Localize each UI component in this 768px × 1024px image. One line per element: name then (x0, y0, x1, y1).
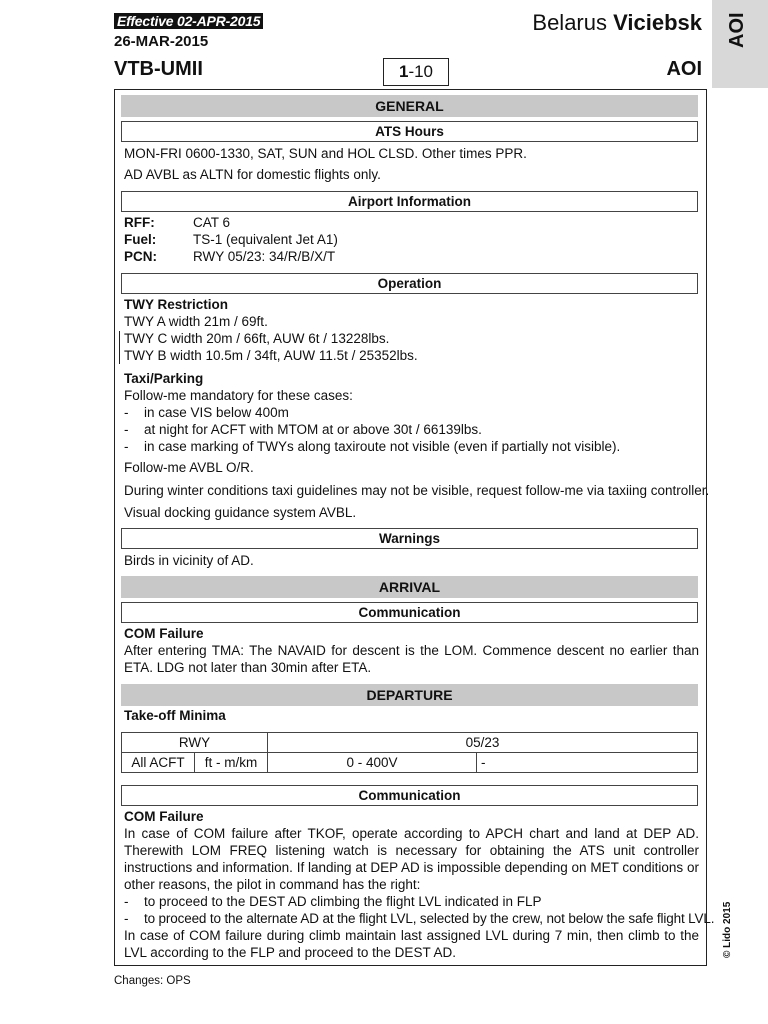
fuel-value: TS-1 (equivalent Jet A1) (193, 232, 338, 247)
copyright-notice: © Lido 2015 (722, 901, 733, 958)
ats-hours-line-1: MON-FRI 0600-1330, SAT, SUN and HOL CLSD. Other times PPR. (124, 146, 527, 161)
section-departure-header: DEPARTURE (121, 684, 698, 706)
departure-com-failure-text: In case of COM failure after TKOF, operate according to APCH chart and land at DEP AD. Therewith LOM FREQ listening watch is necessary for obtaining the ATS unit controller instructions and information. If landing at DEP AD is impossible depending on MET conditions or other reasons, the pilot in command has the right: (124, 826, 699, 892)
minima-other-cell: - (477, 753, 698, 773)
twy-restriction-line-2: TWY C width 20m / 66ft, AUW 6t / 13228lbs. (124, 331, 390, 346)
airport-info-header: Airport Information (121, 191, 698, 212)
bullet-dash: - (124, 894, 129, 909)
operation-header: Operation (121, 273, 698, 294)
section-tab-label: AOI (726, 12, 748, 48)
departure-com-failure-text-2: In case of COM failure during climb maintain last assigned LVL during 7 min, then climb to the LVL according to the FLP and proceed to the DEST AD. (124, 928, 699, 960)
warnings-line-1: Birds in vicinity of AD. (124, 553, 254, 568)
page-number (383, 58, 449, 86)
unit-cell: ft - m/km (195, 753, 268, 773)
pcn-value: RWY 05/23: 34/R/B/X/T (193, 249, 336, 264)
bullet-dash: - (124, 439, 129, 454)
arrival-communication-header: Communication (121, 602, 698, 623)
taxi-bullet-3: in case marking of TWYs along taxiroute not visible (even if partially not visible). (144, 439, 621, 454)
twy-restriction-title: TWY Restriction (124, 297, 229, 312)
page-number-main: 1 (398, 62, 409, 81)
section-general-header: GENERAL (121, 95, 698, 117)
fuel-row (115, 231, 692, 248)
table-row (122, 753, 698, 773)
taxi-parking-title: Taxi/Parking (124, 371, 204, 386)
taxi-parking-line-3: During winter conditions taxi guidelines may not be visible, request follow-me via taxiing controller. (124, 483, 710, 498)
pcn-row (115, 248, 692, 265)
section-label: AOI (666, 58, 702, 80)
airport-ident: VTB-UMII (114, 58, 203, 80)
changes-note: Changes: OPS (114, 975, 191, 987)
taxi-parking-line-2: Follow-me AVBL O/R. (124, 460, 254, 475)
taxi-parking-line-1: Follow-me mandatory for these cases: (124, 388, 353, 403)
rwy-label-cell: RWY (122, 733, 268, 753)
fuel-label: Fuel: (124, 232, 157, 247)
minima-cell: 0 - 400V (268, 753, 477, 773)
twy-restriction-line-3: TWY B width 10.5m / 34ft, AUW 11.5t / 25352lbs. (124, 348, 418, 363)
warnings-header: Warnings (121, 528, 698, 549)
rwy-value-cell: 05/23 (268, 733, 698, 753)
departure-bullet-2: to proceed to the alternate AD at the flight LVL, selected by the crew, not below the safe flight LVL. (144, 911, 715, 926)
ats-hours-header: ATS Hours (121, 121, 698, 142)
takeoff-minima-table (121, 732, 698, 773)
page-number-sub: -10 (408, 62, 434, 81)
rff-row (115, 214, 692, 231)
bullet-dash: - (124, 405, 129, 420)
content-frame (114, 89, 715, 966)
publication-date: 26-MAR-2015 (114, 33, 209, 50)
departure-bullet-1: to proceed to the DEST AD climbing the flight LVL indicated in FLP (144, 894, 542, 909)
bullet-dash: - (124, 422, 129, 437)
effective-date-banner: Effective 02-APR-2015 (114, 13, 263, 29)
twy-restriction-line-1: TWY A width 21m / 69ft. (124, 314, 268, 329)
airport-location (532, 10, 702, 36)
bullet-dash: - (124, 911, 129, 926)
arrival-com-failure-title: COM Failure (124, 626, 204, 641)
takeoff-minima-title: Take-off Minima (124, 708, 226, 723)
ats-hours-line-2: AD AVBL as ALTN for domestic flights only. (124, 167, 381, 182)
rff-label: RFF: (124, 215, 155, 230)
city-name: Viciebsk (613, 10, 702, 35)
section-tab (712, 0, 768, 88)
taxi-parking-line-4: Visual docking guidance system AVBL. (124, 505, 357, 520)
table-row (122, 733, 698, 753)
rff-value: CAT 6 (193, 215, 231, 230)
country-name: Belarus (532, 10, 607, 35)
arrival-com-failure-text: After entering TMA: The NAVAID for descent is the LOM. Commence descent no earlier than ETA. LDG not later than 30min after ETA. (124, 643, 699, 675)
section-arrival-header: ARRIVAL (121, 576, 698, 598)
departure-com-failure-title: COM Failure (124, 809, 204, 824)
pcn-label: PCN: (124, 249, 157, 264)
acft-cell: All ACFT (122, 753, 195, 773)
taxi-bullet-2: at night for ACFT with MTOM at or above 30t / 66139lbs. (144, 422, 482, 437)
taxi-bullet-1: in case VIS below 400m (144, 405, 289, 420)
change-bar (119, 331, 120, 364)
departure-communication-header: Communication (121, 785, 698, 806)
